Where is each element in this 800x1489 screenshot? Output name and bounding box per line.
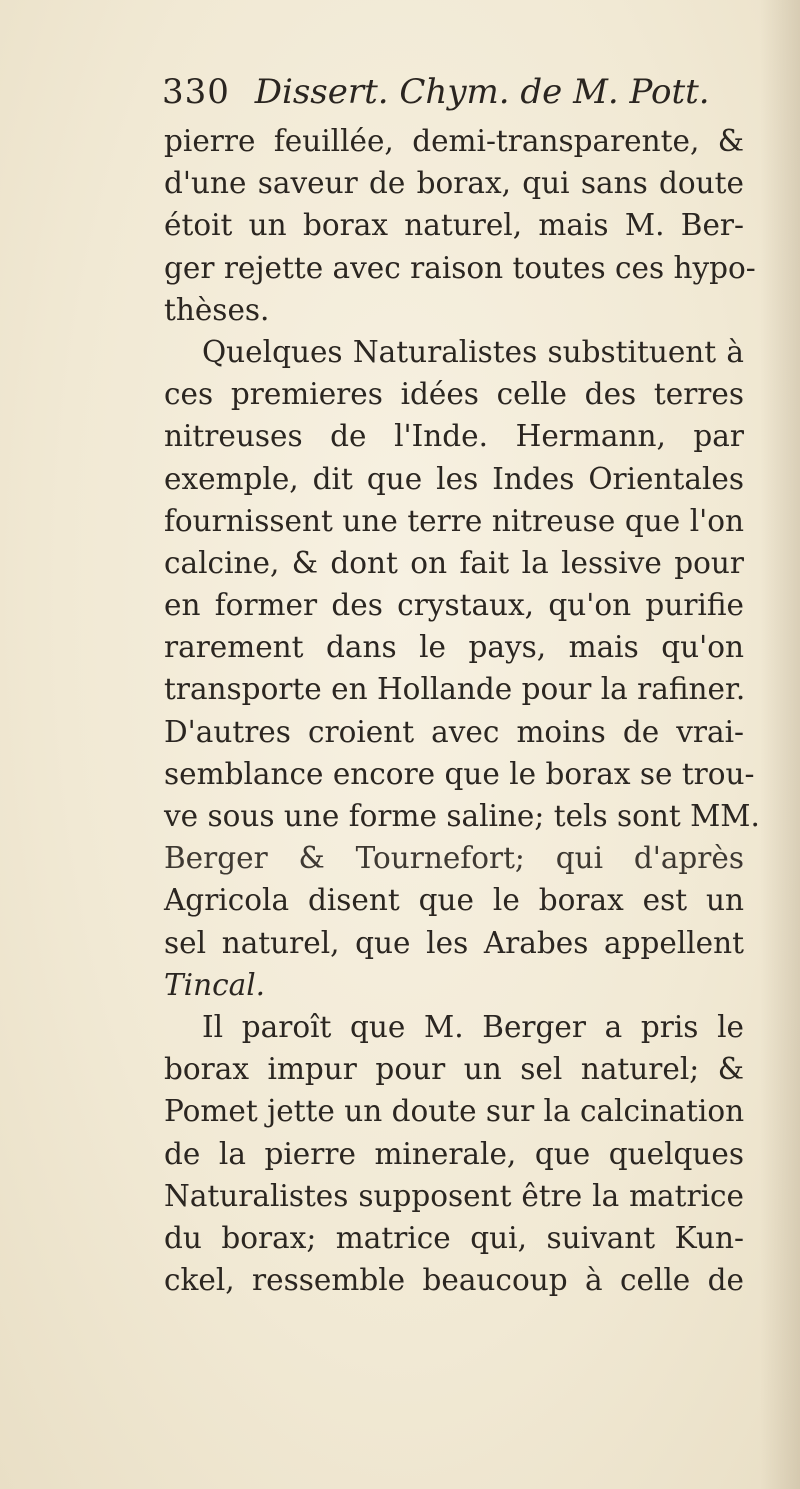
page-edge-shadow — [760, 0, 800, 1489]
text-line: rarement dans le pays, mais qu'on — [164, 630, 744, 665]
text-line: Tincal. — [164, 967, 266, 1002]
text-line: Naturalistes supposent être la matrice — [164, 1178, 744, 1213]
text-line: borax impur pour un sel naturel; & — [164, 1052, 744, 1087]
text-line: Berger & Tournefort; qui d'après — [164, 841, 744, 876]
running-title: Dissert. Chym. de M. Pott. — [254, 72, 710, 112]
text-line: sel naturel, que les Arabes appellent — [164, 925, 744, 960]
text-line: ger rejette avec raison toutes ces hypo- — [164, 250, 756, 285]
text-line: du borax; matrice qui, suivant Kun- — [164, 1220, 744, 1255]
text-line: nitreuses de l'Inde. Hermann, par — [164, 419, 744, 454]
text-line: ckel, ressemble beaucoup à celle de — [164, 1263, 744, 1298]
text-line: D'autres croient avec moins de vrai- — [164, 714, 744, 749]
text-line: thèses. — [164, 292, 270, 327]
text-line: transporte en Hollande pour la rafiner. — [164, 672, 746, 707]
body-text — [164, 120, 760, 1301]
text-line: ces premieres idées celle des terres — [164, 377, 744, 412]
text-line: de la pierre minerale, que quelques — [164, 1136, 744, 1171]
text-line: Quelques Naturalistes substituent à — [202, 334, 744, 369]
text-line: Agricola disent que le borax est un — [164, 883, 744, 918]
text-line: d'une saveur de borax, qui sans doute — [164, 166, 744, 201]
text-line: pierre feuillée, demi-transparente, & — [164, 124, 744, 158]
text-line: calcine, & dont on fait la lessive pour — [164, 545, 744, 580]
text-line: exemple, dit que les Indes Orientales — [164, 461, 744, 496]
text-line: en former des crystaux, qu'on purifie — [164, 588, 744, 623]
page-header — [162, 72, 722, 116]
text-line: semblance encore que le borax se trou- — [164, 756, 755, 791]
text-line: Pomet jette un doute sur la calcination — [164, 1094, 745, 1129]
text-line: fournissent une terre nitreuse que l'on — [164, 503, 744, 538]
text-line: ve sous une forme saline; tels sont MM. — [164, 799, 760, 833]
text-line: Il paroît que M. Berger a pris le — [202, 1009, 744, 1044]
text-line: étoit un borax naturel, mais M. Ber- — [164, 208, 744, 243]
page-number: 330 — [162, 72, 230, 112]
